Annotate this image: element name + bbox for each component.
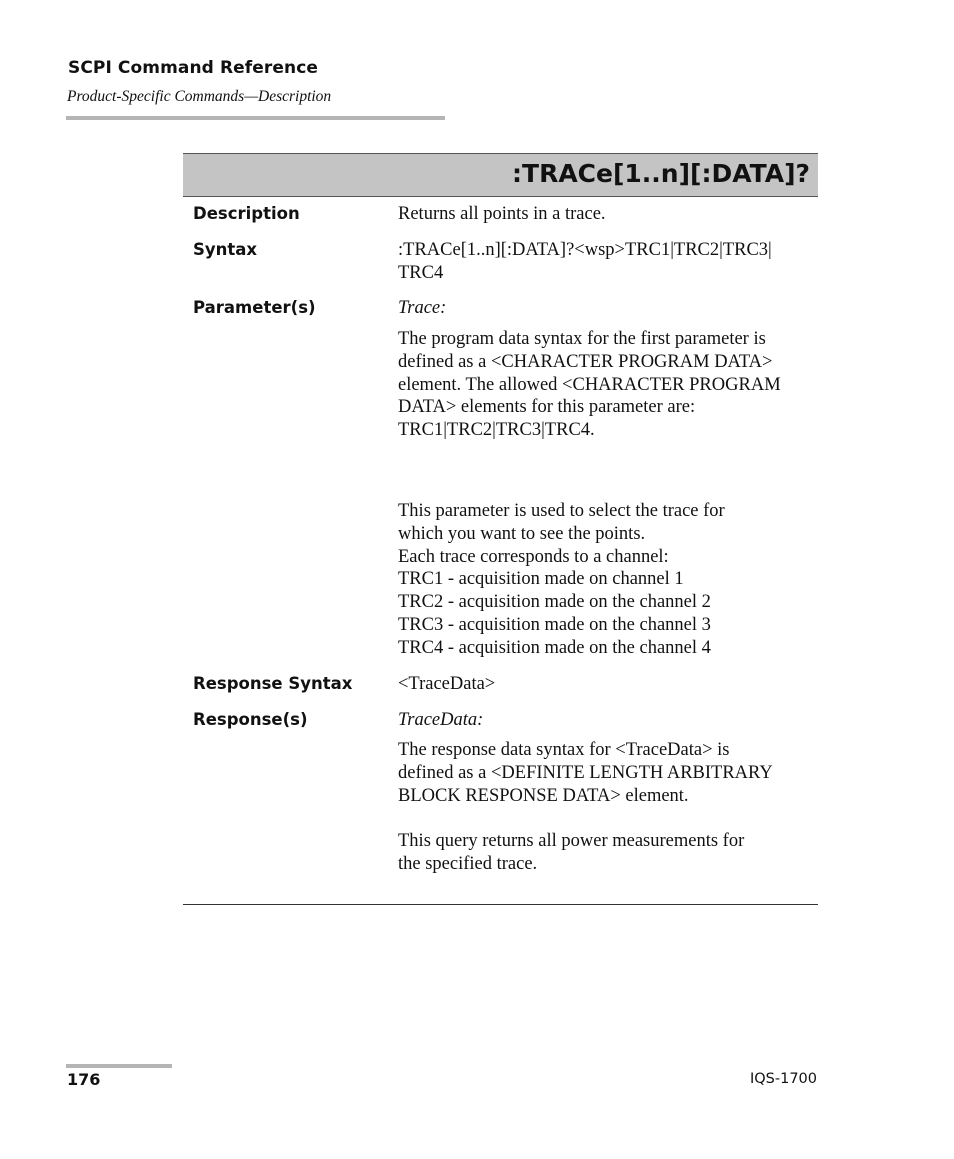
command-title: :TRACe[1..n][:DATA]?: [512, 159, 810, 188]
section-title: SCPI Command Reference: [68, 58, 319, 78]
command-title-bar: [183, 153, 818, 197]
response-syntax-paragraph: The response data syntax for <TraceData> is defined as a <DEFINITE LENGTH ARBITRARY BLOCK RESPONSE DATA> element.: [398, 740, 773, 806]
description-label: Description: [193, 204, 300, 223]
parameter-syntax-paragraph: The program data syntax for the first parameter is defined as a <CHARACTER PROGRAM DATA> element. The allowed <CHARACTER PROGRAM DATA> elements for this parameter are: TRC1|TRC2|TRC3|TRC4.: [398, 329, 781, 441]
response-description-paragraph: This query returns all power measurements for the specified trace.: [398, 831, 745, 874]
syntax-text: :TRACe[1..n][:DATA]?<wsp>TRC1|TRC2|TRC3| TRC4: [398, 240, 772, 283]
response-name: TraceData:: [398, 710, 484, 730]
parameter-usage-paragraph: This parameter is used to select the trace for which you want to see the points. Each trace corresponds to a channel: TRC1 - acquisition made on channel 1 TRC2 - acquisition made on the channel 2 TRC3 - acquisition made on the channel 3 TRC4 - acquisition made on the channel 4: [398, 501, 725, 658]
responses-label: Response(s): [193, 710, 308, 729]
response-syntax-text: <TraceData>: [398, 674, 496, 694]
header-divider: [66, 116, 445, 120]
parameters-label: Parameter(s): [193, 298, 316, 317]
parameter-name: Trace:: [398, 298, 447, 318]
description-text: Returns all points in a trace.: [398, 204, 606, 224]
section-subtitle: Product-Specific Commands—Description: [67, 88, 332, 105]
table-end-rule: [183, 904, 818, 905]
product-name: IQS-1700: [749, 1071, 817, 1087]
page-number: 176: [67, 1070, 101, 1089]
response-syntax-label: Response Syntax: [193, 674, 353, 693]
syntax-label: Syntax: [193, 240, 258, 259]
footer-divider: [66, 1064, 172, 1068]
